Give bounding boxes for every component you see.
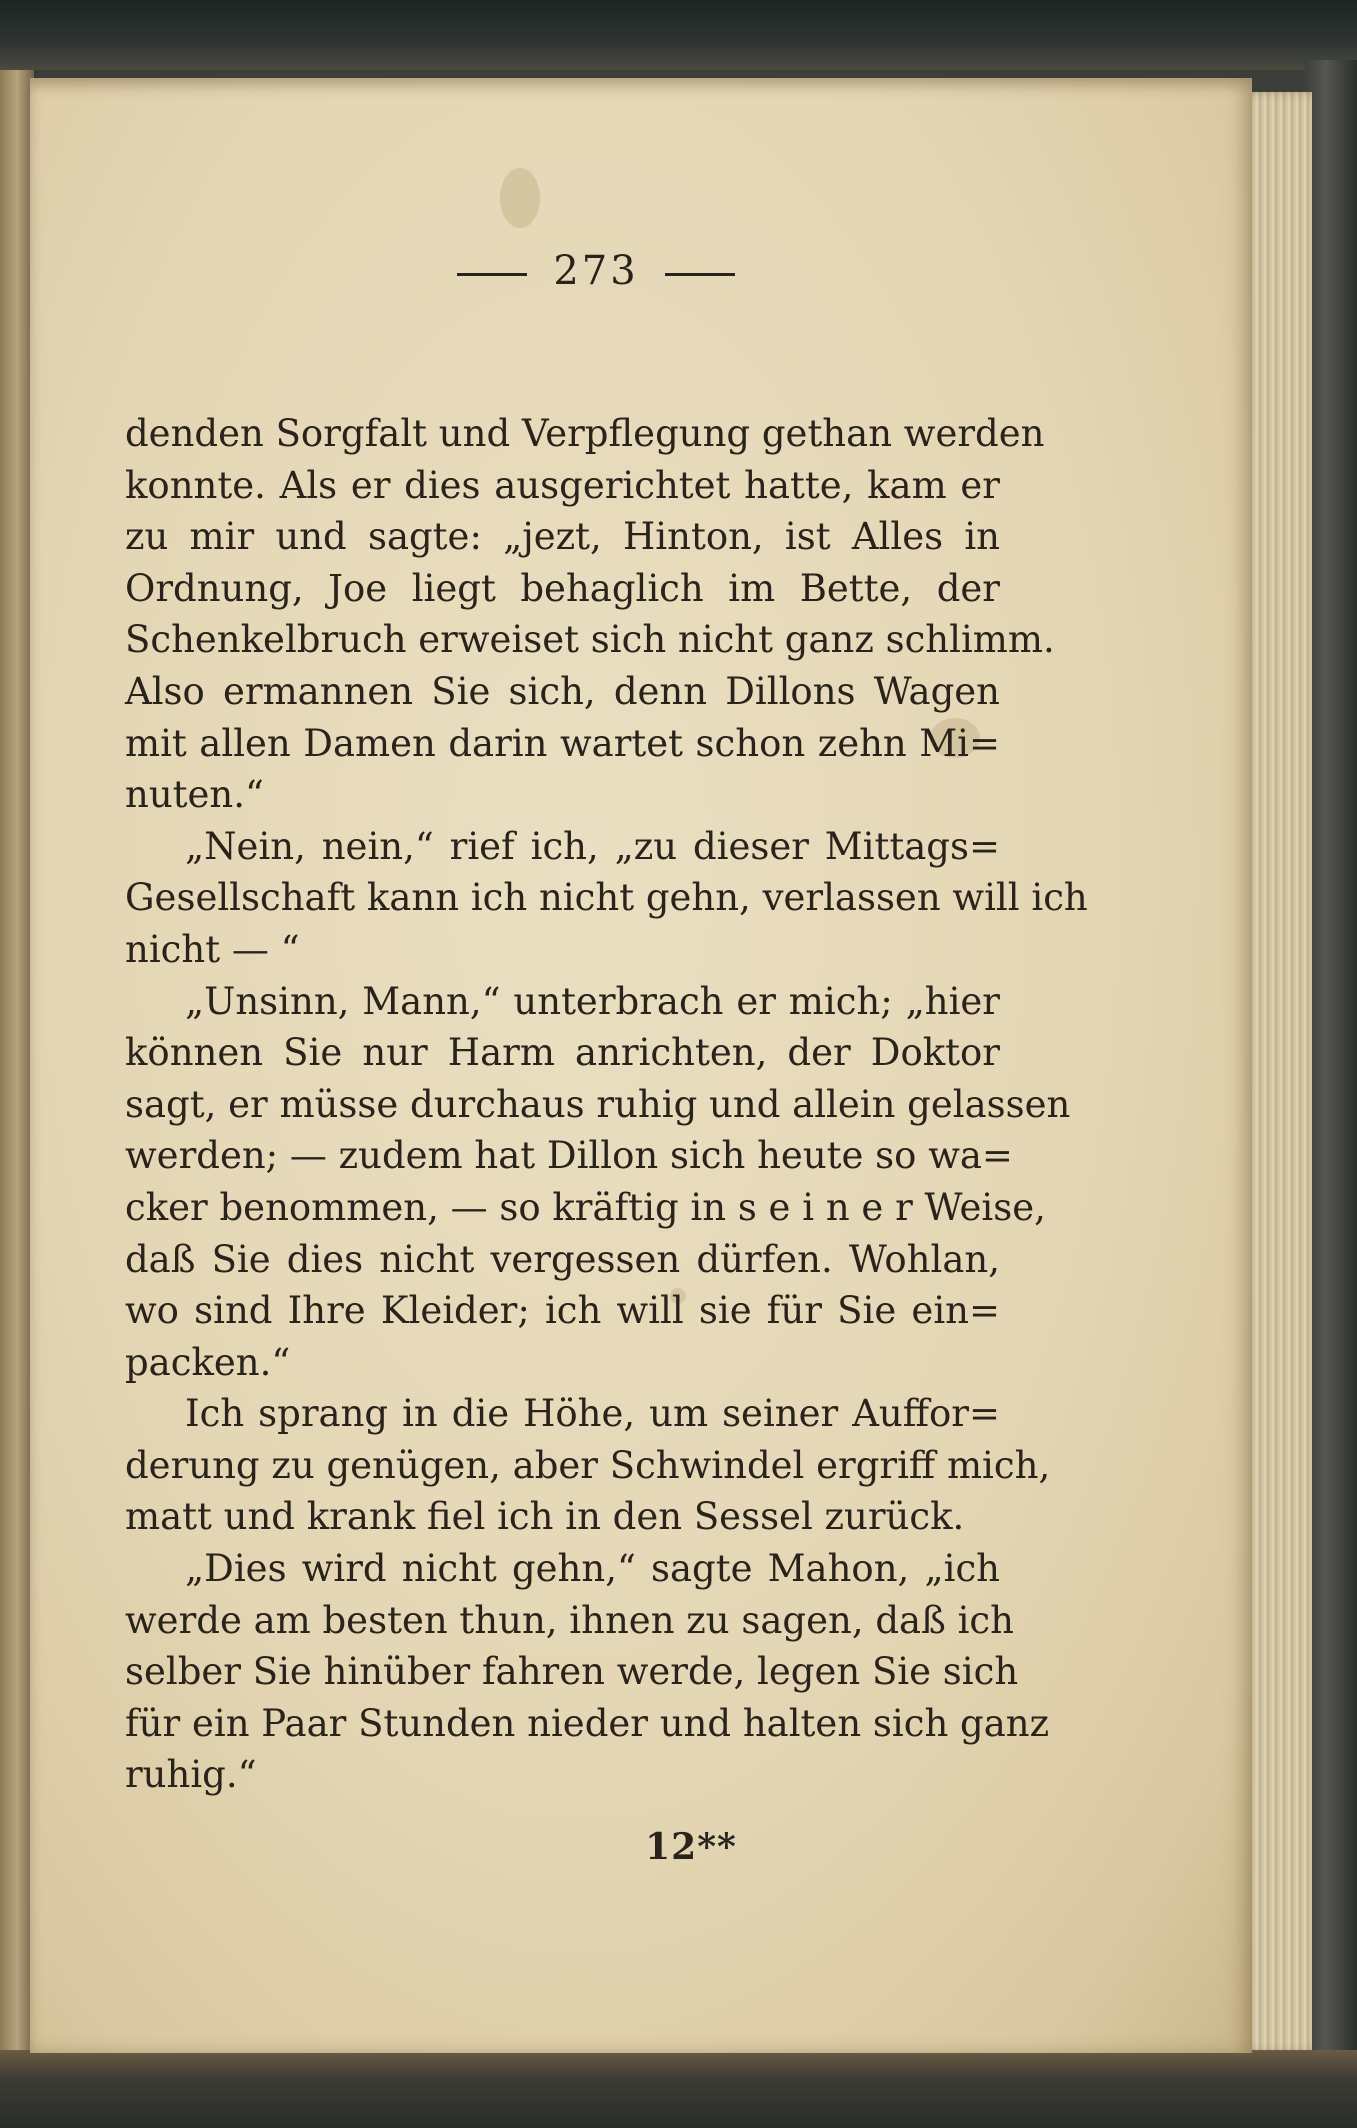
book-cover-top [0,0,1357,70]
header-rule-right [665,273,735,276]
text-line: denden Sorgfalt und Verpflegung gethan werden [125,412,1045,455]
page-number: 273 [553,248,639,294]
text-line: selber Sie hinüber fahren werde, legen Sie sich [125,1650,1019,1694]
text-line: daß Sie dies nicht vergessen dürfen. Wohlan, [125,1237,1000,1281]
text-line: Gesellschaft kann ich nicht gehn, verlassen will ich [125,876,1088,920]
text-line: Ich sprang in die Höhe, um seiner Auffor= [185,1392,1000,1436]
text-line: nicht — “ [125,927,300,971]
text-line: cker benommen, — so kräftig in s e i n e r Weise, [125,1185,1046,1229]
text-line: konnte. Als er dies ausgerichtet hatte, kam er [125,463,1000,507]
text-line: Also ermannen Sie sich, denn Dillons Wagen [125,669,1000,713]
text-line: ruhig.“ [125,1753,257,1797]
text-line: wo sind Ihre Kleider; ich will sie für Sie ein= [125,1289,1000,1333]
text-line: Ordnung, Joe liegt behaglich im Bette, der [125,566,1000,610]
text-line: werden; — zudem hat Dillon sich heute so wa= [125,1134,1013,1178]
page-number-header [0,248,1207,294]
text-line: werde am besten thun, ihnen zu sagen, daß ich [125,1598,1014,1642]
text-line: zu mir und sagte: „jezt, Hinton, ist Alles in [125,515,1000,559]
text-line: können Sie nur Harm anrichten, der Doktor [125,1031,1000,1075]
text-line: Schenkelbruch erweiset sich nicht ganz schlimm. [125,618,1055,662]
book-cover-bottom [0,2050,1357,2128]
text-line: für ein Paar Stunden nieder und halten sich ganz [125,1701,1050,1745]
text-line: sagt, er müsse durchaus ruhig und allein gelassen [125,1082,1071,1126]
header-rule-left [457,273,527,276]
text-line: „Nein, nein,“ rief ich, „zu dieser Mittags= [185,824,1000,868]
text-line: matt und krank fiel ich in den Sessel zurück. [125,1495,965,1539]
body-text [125,408,1088,1801]
text-line: „Dies wird nicht gehn,“ sagte Mahon, „ich [185,1547,1000,1591]
book-cover-right [1305,60,1357,2128]
signature-mark: 12** [645,1826,737,1868]
text-line: derung zu genügen, aber Schwindel ergriff mich, [125,1443,1051,1487]
book-page [30,78,1252,2053]
text-line: „Unsinn, Mann,“ unterbrach er mich; „hier [185,979,1000,1023]
page-text [30,78,1252,2053]
previous-page-edge [0,70,34,2070]
text-line: nuten.“ [125,773,264,817]
text-line: mit allen Damen darin wartet schon zehn Mi= [125,721,1000,765]
text-line: packen.“ [125,1340,291,1384]
